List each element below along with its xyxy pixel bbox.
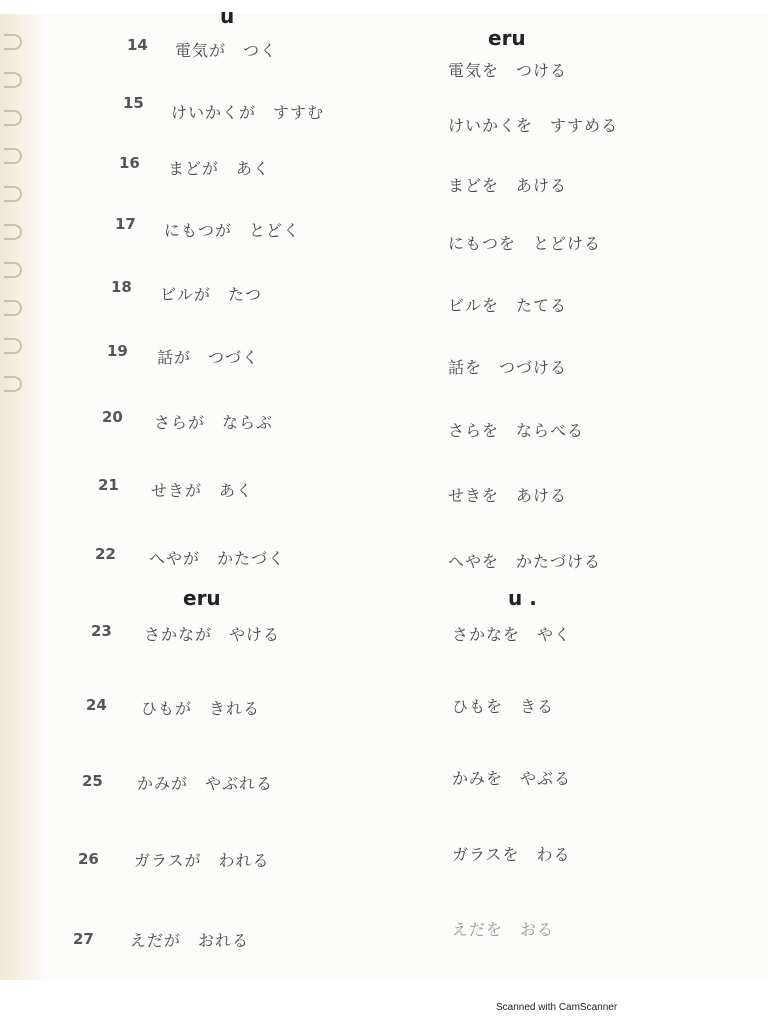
row-number: 17 [115,215,136,233]
row-number: 25 [82,772,103,790]
row-number: 19 [107,342,128,360]
spiral-ring-icon [4,376,22,392]
intransitive-verb: かみが やぶれる [137,774,274,793]
intransitive-verb: へやが かたづく [149,549,286,568]
row-number: 24 [86,696,107,714]
spiral-ring-icon [4,262,22,278]
row-number: 14 [127,36,148,54]
transitive-verb: まどを あける [448,176,568,195]
header-eru: eru [488,26,526,50]
intransitive-verb: まどが あく [168,159,271,178]
scanner-watermark: Scanned with CamScanner [496,1002,618,1013]
intransitive-verb: ひもが きれる [141,699,261,718]
transitive-verb: ひもを きる [452,697,555,716]
row-number: 16 [119,154,140,172]
transitive-verb: ビルを たてる [448,296,568,315]
transitive-verb: えだを おる [452,920,555,939]
row-number: 21 [98,476,119,494]
spiral-ring-icon [4,300,22,316]
row-number: 18 [111,278,132,296]
transitive-verb: ガラスを わる [452,845,571,864]
intransitive-verb: えだが おれる [130,931,250,950]
binding-spine [0,14,46,980]
transitive-verb: かみを やぶる [452,769,572,788]
transitive-verb: へやを かたづける [448,552,602,571]
intransitive-verb: けいかくが すすむ [171,103,325,122]
header-u-second: u . [508,586,537,610]
row-number: 20 [102,408,123,426]
spiral-ring-icon [4,148,22,164]
transitive-verb: 電気を つける [448,61,568,80]
row-number: 15 [123,94,144,112]
row-number: 23 [91,622,112,640]
transitive-verb: さらを ならべる [448,421,585,440]
intransitive-verb: ビルが たつ [160,285,263,304]
worksheet-page [0,14,768,980]
transitive-verb: さかなを やく [452,625,572,644]
intransitive-verb: さかなが やける [144,625,281,644]
spiral-ring-icon [4,224,22,240]
transitive-verb: にもつを とどける [448,234,602,253]
header-u: u [220,4,235,28]
header-eru-second: eru [183,586,221,610]
intransitive-verb: ガラスが われる [134,851,270,870]
intransitive-verb: せきが あく [151,481,254,500]
intransitive-verb: 話が つづく [157,348,260,367]
spiral-ring-icon [4,338,22,354]
transitive-verb: 話を つづける [448,358,568,377]
row-number: 27 [73,930,94,948]
intransitive-verb: 電気が つく [175,41,278,60]
intransitive-verb: にもつが とどく [164,221,301,240]
transitive-verb: けいかくを すすめる [448,116,619,135]
spiral-ring-icon [4,34,22,50]
intransitive-verb: さらが ならぶ [154,413,274,432]
spiral-ring-icon [4,186,22,202]
row-number: 26 [78,850,99,868]
transitive-verb: せきを あける [448,486,568,505]
spiral-ring-icon [4,72,22,88]
spiral-ring-icon [4,110,22,126]
row-number: 22 [95,545,116,563]
